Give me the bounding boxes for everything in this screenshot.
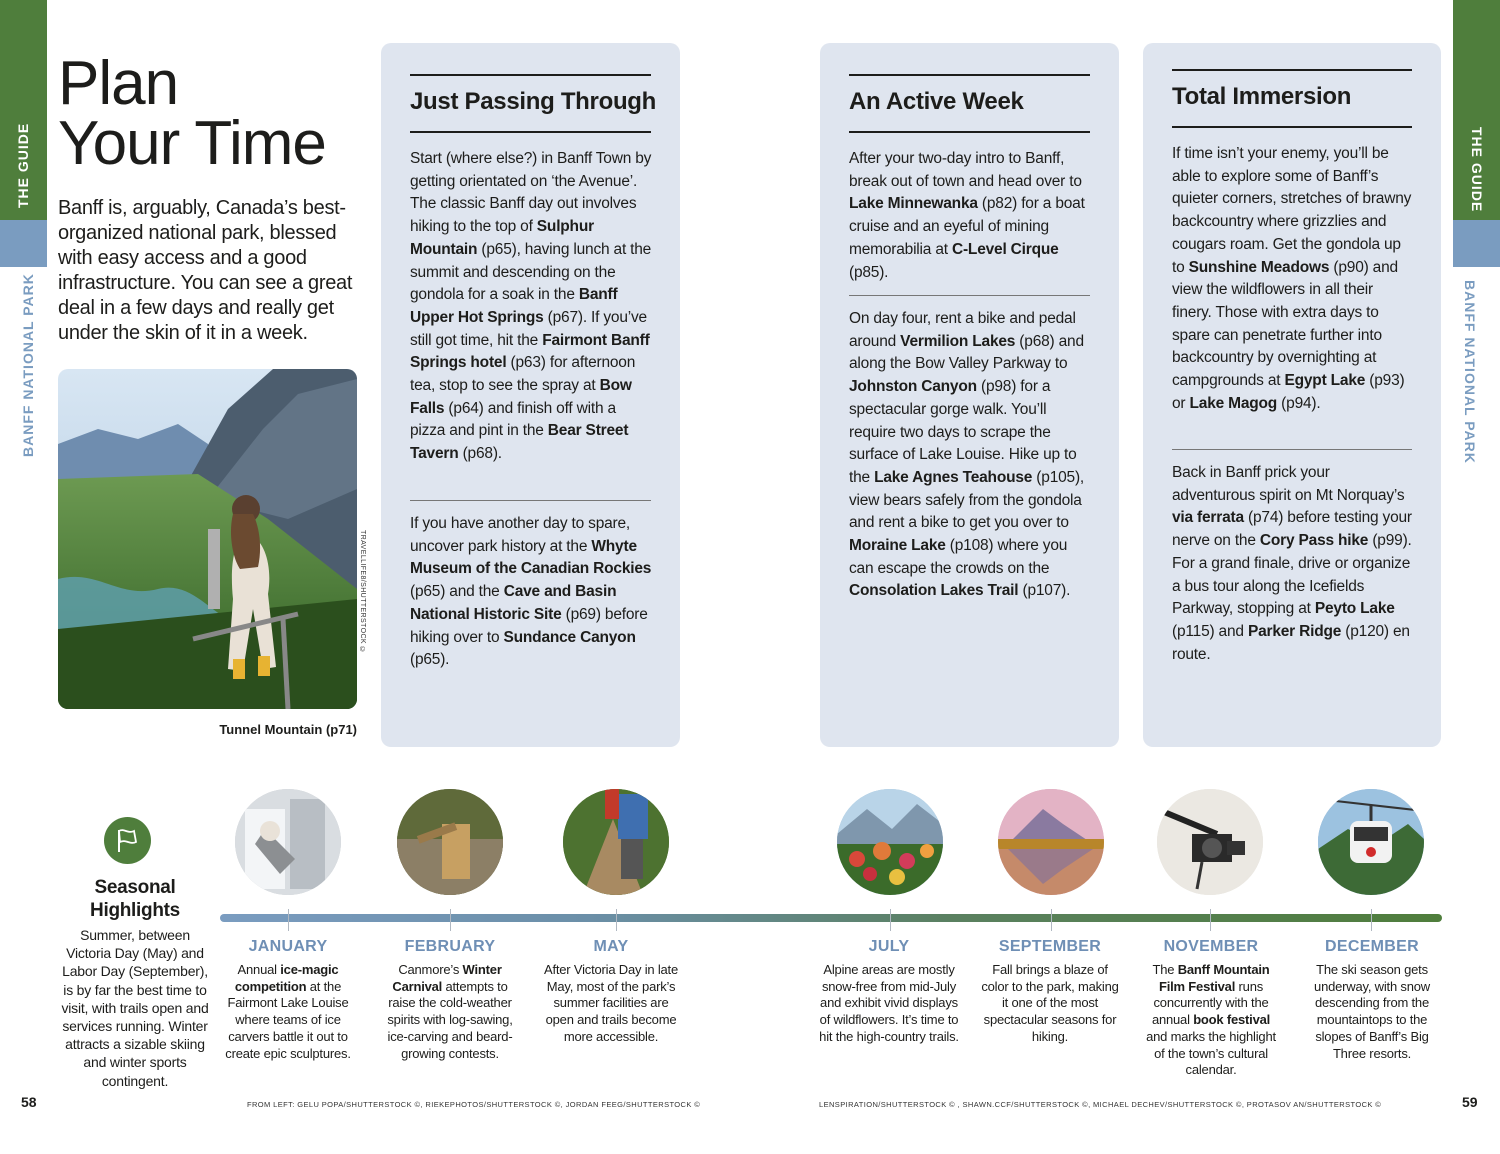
bold-place-name: Parker Ridge xyxy=(1247,622,1342,640)
bold-place-name: Winter Carnival xyxy=(392,962,502,994)
bold-place-name: Peyto Lake xyxy=(1314,600,1395,618)
seasonal-highlights-text: Summer, between Victoria Day (May) and Labor Day (September), is by far the best time to visit, with trails open and services running. Winter attracts a sizable skiing and winter sports contingent. xyxy=(61,927,209,1089)
month-may: MAY xyxy=(593,938,629,955)
bold-place-name: Bow Falls xyxy=(410,377,632,417)
itinerary-paragraph: Start (where else?) in Banff Town by getting orientated on ‘the Avenue’. The classic Banff day out involves hiking to the top of Sulphur Mountain (p65), having lunch at the summit and descending on the gondola for a soak in the Banff Upper Hot Springs (p67). If you’ve still got time, hit the Fairmont Banff Springs hotel (p63) for afternoon tea, stop to see the spray at Bow Falls (p64) and finish off with a pizza and pint in the Bear Street Tavern (p68). xyxy=(410,150,652,463)
itinerary-paragraph: If you have another day to spare, uncover park history at the Whyte Museum of the Canadian Rockies (p65) and the Cave and Basin National Historic Site (p69) before hiking over to Sundance Canyon (p65). xyxy=(410,515,652,669)
bold-place-name: Bear Street Tavern xyxy=(410,422,629,463)
month-december: DECEMBER xyxy=(1325,938,1419,955)
guide-tab-label-right: THE GUIDE xyxy=(1469,127,1485,213)
bold-place-name: Cory Pass hike xyxy=(1259,532,1369,550)
month-november-desc: The Banff Mountain Film Festival runs concurrently with the annual book festival and marks the highlight of the town’s cultural calendar. xyxy=(1146,962,1276,1078)
seasonal-highlights-title xyxy=(60,876,210,922)
bold-place-name: Banff Upper Hot Springs xyxy=(410,286,618,326)
timeline-tick xyxy=(1051,909,1052,931)
month-july-desc: Alpine areas are mostly snow-free from mid-July and exhibit vivid displays of wildflowers. It’s time to hit the high-country trails. xyxy=(819,962,959,1044)
bold-place-name: Vermilion Lakes xyxy=(900,332,1016,350)
timeline-tick xyxy=(890,909,891,931)
guide-tab-right xyxy=(1453,0,1500,220)
park-label-right: BANFF NATIONAL PARK xyxy=(1462,280,1478,464)
seasonal-title-line-1: Seasonal xyxy=(94,877,176,898)
film-camera-photo xyxy=(1157,789,1263,895)
park-label-left: BANFF NATIONAL PARK xyxy=(20,273,36,457)
itinerary-box-3 xyxy=(1143,43,1441,747)
month-september: SEPTEMBER xyxy=(998,938,1102,955)
bold-place-name: Lake Agnes Teahouse xyxy=(874,468,1033,486)
flag-icon xyxy=(104,817,151,864)
bold-place-name: Banff Mountain Film Festival xyxy=(1158,962,1270,994)
month-december-desc: The ski season gets underway, with snow descending from the mountaintops to the slopes of Banff’s Big Three resorts. xyxy=(1314,962,1430,1061)
timeline-bar xyxy=(220,914,1442,922)
title-line-1: Plan xyxy=(58,49,179,118)
blue-tab-left xyxy=(0,220,47,267)
page-title xyxy=(58,49,368,178)
itinerary-paragraph: After your two-day intro to Banff, break out of town and head over to Lake Minnewanka (p82) for a boat cruise and an eyeful of mining memorabilia at C-Level Cirque (p85). xyxy=(849,150,1085,281)
seasonal-title-line-2: Highlights xyxy=(90,900,180,921)
month-july: JULY xyxy=(868,938,910,955)
itinerary-title: An Active Week xyxy=(849,88,1024,115)
bold-place-name: Fairmont Banff Springs hotel xyxy=(410,331,650,372)
guide-tab-label: THE GUIDE xyxy=(15,122,31,208)
bold-place-name: C-Level Cirque xyxy=(951,240,1059,258)
tunnel-mountain-photo xyxy=(58,369,357,709)
guide-tab-left xyxy=(0,0,47,220)
itinerary-title: Total Immersion xyxy=(1172,83,1352,110)
bold-place-name: Sunshine Meadows xyxy=(1188,258,1330,276)
itinerary-paragraph: Back in Banff prick your adventurous spirit on Mt Norquay’s via ferrata (p74) before testing your nerve on the Cory Pass hike (p99). For a grand finale, drive or organize a bus tour along the Icefields Parkway, stopping at Peyto Lake (p115) and Parker Ridge (p120) en route. xyxy=(1172,464,1412,663)
itinerary-box-2 xyxy=(820,43,1119,747)
page-number-right: 59 xyxy=(1462,1094,1478,1110)
ice-carving-photo xyxy=(235,789,341,895)
timeline-tick xyxy=(450,909,451,931)
bold-place-name: Egypt Lake xyxy=(1284,372,1366,390)
blue-tab-right xyxy=(1453,220,1500,267)
timeline-tick xyxy=(616,909,617,931)
hiker-photo xyxy=(563,789,669,895)
photo-credits-right: LENSPIRATION/SHUTTERSTOCK © , SHAWN.CCF/SHUTTERSTOCK ©, MICHAEL DECHEV/SHUTTERSTOCK ©, PROTASOV AN/SHUTTERSTOCK © xyxy=(819,1100,1382,1109)
bold-place-name: ice-magic competition xyxy=(234,962,339,994)
month-september-desc: Fall brings a blaze of color to the park, making it one of the most spectacular seasons for hiking. xyxy=(981,962,1119,1044)
bold-place-name: Consolation Lakes Trail xyxy=(849,582,1019,600)
month-january-desc: Annual ice-magic competition at the Fairmont Lake Louise where teams of ice carvers battle it out to create epic sculptures. xyxy=(225,962,351,1061)
month-may-desc: After Victoria Day in late May, most of the park’s summer facilities are open and trails become more accessible. xyxy=(543,962,678,1044)
itinerary-paragraph: On day four, rent a bike and pedal around Vermilion Lakes (p68) and along the Bow Valley Parkway to Johnston Canyon (p98) for a spectacular gorge walk. You’ll require two days to scrape the surface of Lake Louise. Hike up to the Lake Agnes Teahouse (p105), view bears safely from the gondola and rent a bike to get you over to Moraine Lake (p108) where you can escape the crowds on the Consolation Lakes Trail (p107). xyxy=(849,310,1085,600)
bold-place-name: Lake Minnewanka xyxy=(849,195,978,213)
gondola-photo xyxy=(1318,789,1424,895)
photo-caption: Tunnel Mountain (p71) xyxy=(219,722,357,737)
bold-place-name: Whyte Museum of the Canadian Rockies xyxy=(410,537,652,578)
timeline-tick xyxy=(288,909,289,931)
bold-place-name: Sundance Canyon xyxy=(503,628,636,646)
bold-place-name: Cave and Basin National Historic Site xyxy=(410,583,617,623)
title-line-2: Your Time xyxy=(58,109,326,178)
fall-lake-photo xyxy=(998,789,1104,895)
wildflowers-photo xyxy=(837,789,943,895)
log-sawing-photo xyxy=(397,789,503,895)
timeline-tick xyxy=(1210,909,1211,931)
timeline-tick xyxy=(1371,909,1372,931)
photo-credit: TRAVELLIFE8/SHUTTERSTOCK © xyxy=(359,530,366,654)
bold-place-name: Moraine Lake xyxy=(849,537,946,555)
bold-place-name: Lake Magog xyxy=(1189,394,1278,412)
bold-place-name: Johnston Canyon xyxy=(849,378,977,396)
itinerary-title: Just Passing Through xyxy=(410,88,657,115)
month-november: NOVEMBER xyxy=(1163,938,1259,955)
month-february-desc: Canmore’s Winter Carnival attempts to raise the cold-weather spirits with log-sawing, ice-carving and beard-growing contests. xyxy=(387,962,513,1061)
bold-place-name: Sulphur Mountain xyxy=(410,218,594,258)
month-february: FEBRUARY xyxy=(404,938,496,955)
month-january: JANUARY xyxy=(248,938,328,955)
page-number-left: 58 xyxy=(21,1094,37,1110)
bold-place-name: book festival xyxy=(1193,1012,1271,1028)
bold-place-name: via ferrata xyxy=(1172,509,1244,527)
itinerary-box-1 xyxy=(381,43,680,747)
itinerary-paragraph: If time isn’t your enemy, you’ll be able to explore some of Banff’s quieter corners, stretches of brawny backcountry where grizzlies and cougars roam. Get the gondola up to Sunshine Meadows (p90) and view the wildflowers in all their finery. Those with extra days to spare can penetrate further into backcountry by overnighting at campgrounds at Egypt Lake (p93) or Lake Magog (p94). xyxy=(1172,145,1412,412)
photo-credits-left: FROM LEFT: GELU POPA/SHUTTERSTOCK ©, RIEKEPHOTOS/SHUTTERSTOCK ©, JORDAN FEEG/SHUTTERSTOCK © xyxy=(247,1100,701,1109)
intro-text: Banff is, arguably, Canada’s best-organized national park, blessed with easy access and a good infrastructure. You can see a great deal in a few days and really get under the skin of it in a week. xyxy=(58,197,353,344)
